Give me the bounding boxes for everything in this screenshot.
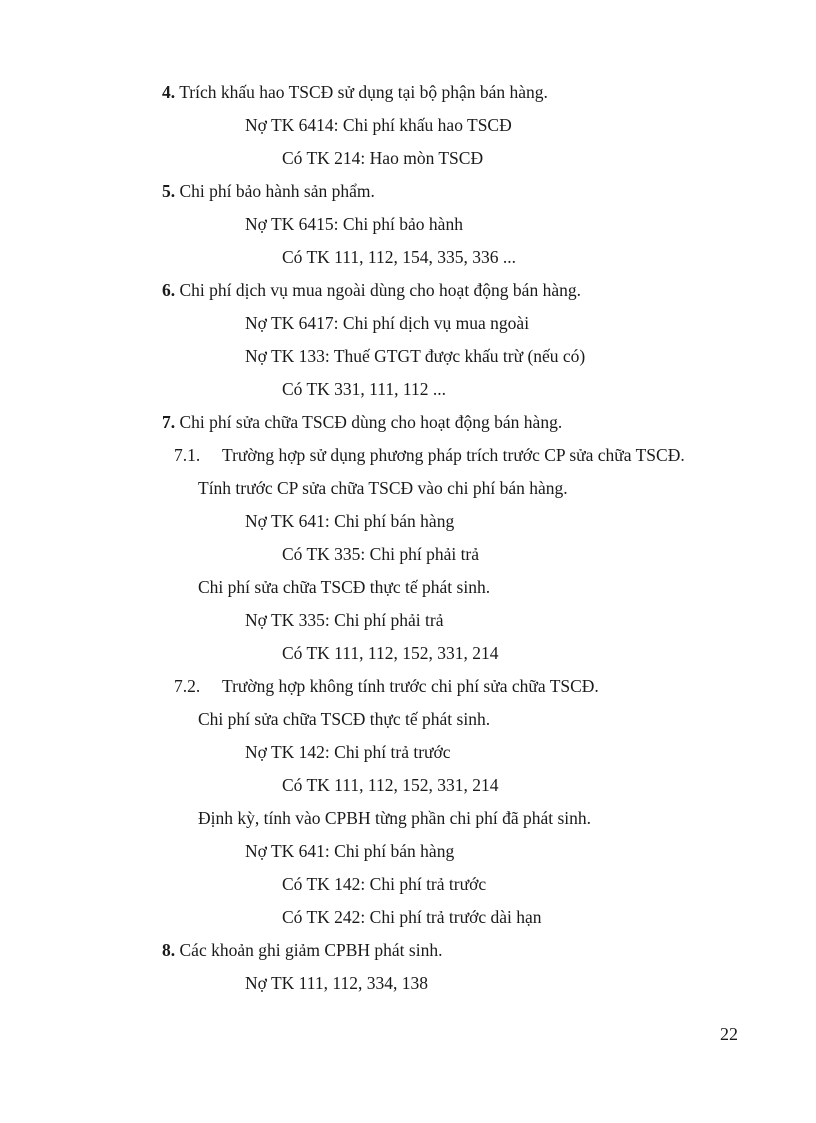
entry-debit: Nợ TK 641: Chi phí bán hàng	[245, 841, 455, 861]
entry-debit: Nợ TK 335: Chi phí phải trả	[245, 610, 444, 630]
subitem-text: Trường hợp không tính trước chi phí sửa chữa TSCĐ.	[222, 676, 599, 696]
entry-credit: Có TK 214: Hao mòn TSCĐ	[282, 148, 484, 168]
item-number: 5.	[162, 181, 176, 201]
entry-credit: Có TK 111, 112, 152, 331, 214	[282, 643, 499, 663]
subitem-number: 7.1.	[174, 445, 201, 465]
entry-debit: Nợ TK 641: Chi phí bán hàng	[245, 511, 455, 531]
entry-debit: Nợ TK 111, 112, 334, 138	[245, 973, 428, 993]
page-number: 22	[720, 1024, 738, 1044]
entry-debit: Nợ TK 6414: Chi phí khấu hao TSCĐ	[245, 115, 512, 135]
item-number: 8.	[162, 940, 176, 960]
heading-item-8	[162, 939, 442, 961]
item-text: Trích khấu hao TSCĐ sử dụng tại bộ phận bán hàng.	[179, 82, 548, 102]
paragraph: Định kỳ, tính vào CPBH từng phần chi phí đã phát sinh.	[198, 808, 592, 828]
subheading-7-2	[174, 675, 599, 697]
heading-item-7	[162, 411, 562, 433]
entry-credit: Có TK 111, 112, 152, 331, 214	[282, 775, 499, 795]
entry-debit: Nợ TK 142: Chi phí trả trước	[245, 742, 451, 762]
entry-debit: Nợ TK 6417: Chi phí dịch vụ mua ngoài	[245, 313, 530, 333]
entry-credit: Có TK 142: Chi phí trả trước	[282, 874, 487, 894]
item-text: Chi phí sửa chữa TSCĐ dùng cho hoạt động bán hàng.	[179, 412, 563, 432]
paragraph: Tính trước CP sửa chữa TSCĐ vào chi phí bán hàng.	[198, 478, 568, 498]
item-number: 7.	[162, 412, 176, 432]
entry-debit: Nợ TK 6415: Chi phí bảo hành	[245, 214, 463, 234]
entry-credit: Có TK 335: Chi phí phải trả	[282, 544, 480, 564]
item-number: 6.	[162, 280, 176, 300]
paragraph: Chi phí sửa chữa TSCĐ thực tế phát sinh.	[198, 709, 491, 729]
heading-item-5	[162, 180, 375, 202]
subitem-text: Trường hợp sử dụng phương pháp trích trước CP sửa chữa TSCĐ.	[222, 445, 685, 465]
item-text: Các khoản ghi giảm CPBH phát sinh.	[179, 940, 443, 960]
entry-credit: Có TK 242: Chi phí trả trước dài hạn	[282, 907, 542, 927]
subitem-number: 7.2.	[174, 676, 201, 696]
heading-item-4	[162, 81, 548, 103]
paragraph: Chi phí sửa chữa TSCĐ thực tế phát sinh.	[198, 577, 491, 597]
item-text: Chi phí bảo hành sản phẩm.	[179, 181, 375, 201]
heading-item-6	[162, 279, 581, 301]
entry-credit: Có TK 331, 111, 112 ...	[282, 379, 446, 399]
entry-credit: Có TK 111, 112, 154, 335, 336 ...	[282, 247, 516, 267]
subheading-7-1	[174, 444, 685, 466]
item-text: Chi phí dịch vụ mua ngoài dùng cho hoạt động bán hàng.	[179, 280, 581, 300]
item-number: 4.	[162, 82, 176, 102]
entry-debit: Nợ TK 133: Thuế GTGT được khấu trừ (nếu có)	[245, 346, 586, 366]
